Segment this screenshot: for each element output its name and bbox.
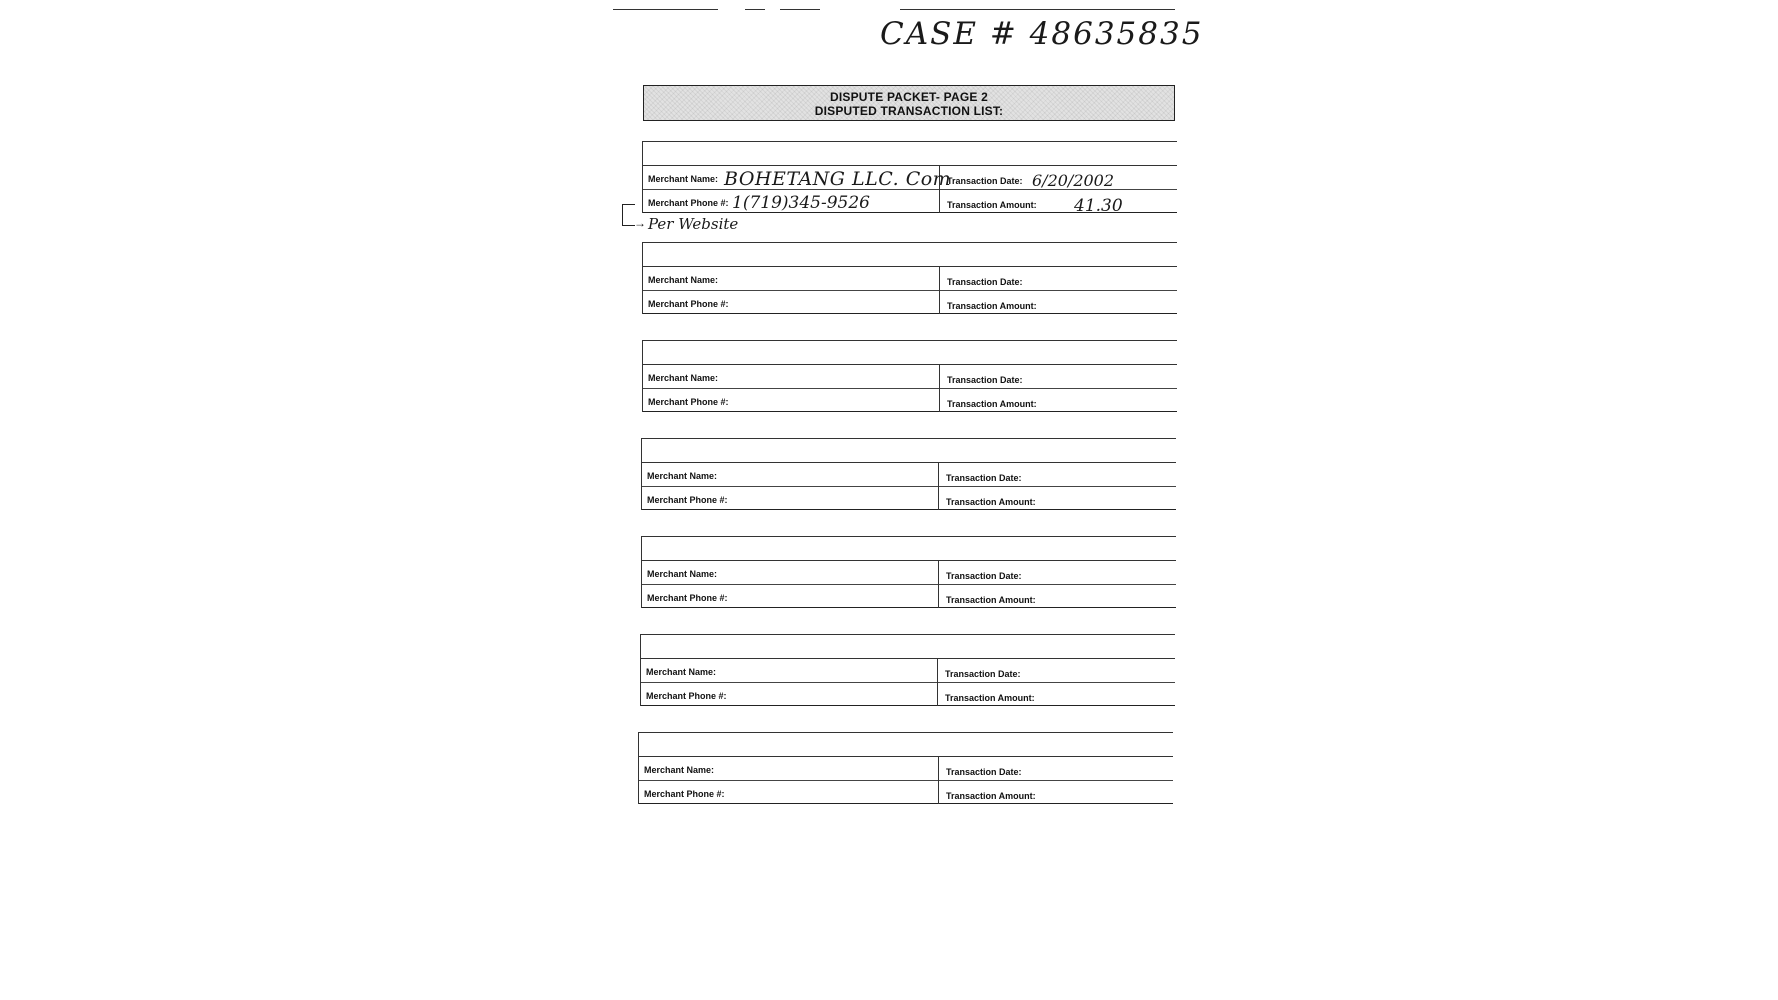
merchant-phone-label: Merchant Phone #: <box>648 397 729 407</box>
transaction-amount-value: 41.30 <box>1074 196 1123 216</box>
transaction-block-3 <box>642 340 1177 434</box>
top-edge-line <box>745 9 765 10</box>
merchant-phone-label: Merchant Phone #: <box>646 691 727 701</box>
handwritten-note: Per Website <box>648 215 739 233</box>
transaction-date-label: Transaction Date: <box>946 767 1022 777</box>
transaction-amount-label: Transaction Amount: <box>947 301 1037 311</box>
transaction-amount-label: Transaction Amount: <box>945 693 1035 703</box>
transaction-block-5 <box>641 536 1176 630</box>
transaction-block-2 <box>642 242 1177 336</box>
arrow-icon: → <box>634 216 646 230</box>
header-title: DISPUTE PACKET- PAGE 2 <box>830 90 988 104</box>
merchant-phone-label: Merchant Phone #: <box>648 198 729 208</box>
merchant-name-label: Merchant Name: <box>646 667 717 677</box>
merchant-name-label: Merchant Name: <box>647 569 718 579</box>
merchant-name-label: Merchant Name: <box>647 471 718 481</box>
merchant-phone-label: Merchant Phone #: <box>644 789 725 799</box>
merchant-phone-label: Merchant Phone #: <box>647 495 728 505</box>
header-subtitle: DISPUTED TRANSACTION LIST: <box>814 104 1004 118</box>
top-edge-line <box>613 9 718 10</box>
transaction-amount-label: Transaction Amount: <box>947 200 1037 210</box>
transaction-date-label: Transaction Date: <box>946 473 1022 483</box>
transaction-date-label: Transaction Date: <box>946 571 1022 581</box>
top-edge-line <box>900 9 1175 10</box>
merchant-phone-label: Merchant Phone #: <box>647 593 728 603</box>
transaction-date-label: Transaction Date: <box>947 375 1023 385</box>
merchant-phone-value: 1(719)345-9526 <box>732 193 870 213</box>
transaction-amount-label: Transaction Amount: <box>946 497 1036 507</box>
merchant-phone-label: Merchant Phone #: <box>648 299 729 309</box>
merchant-name-label: Merchant Name: <box>644 765 715 775</box>
transaction-block-7 <box>638 732 1173 826</box>
transaction-amount-label: Transaction Amount: <box>947 399 1037 409</box>
top-edge-line <box>780 9 820 10</box>
transaction-date-value: 6/20/2002 <box>1032 171 1115 190</box>
transaction-date-label: Transaction Date: <box>945 669 1021 679</box>
merchant-name-value: BOHETANG LLC. Com <box>724 168 952 190</box>
merchant-name-label: Merchant Name: <box>648 275 719 285</box>
transaction-date-label: Transaction Date: <box>947 277 1023 287</box>
transaction-amount-label: Transaction Amount: <box>946 595 1036 605</box>
transaction-date-label: Transaction Date: <box>947 176 1023 186</box>
case-number: CASE # 48635835 <box>880 16 1204 52</box>
merchant-name-label: Merchant Name: <box>648 373 719 383</box>
merchant-name-label: Merchant Name: <box>648 174 719 184</box>
transaction-block-6 <box>640 634 1175 728</box>
transaction-block-4 <box>641 438 1176 532</box>
transaction-amount-label: Transaction Amount: <box>946 791 1036 801</box>
dispute-packet-header <box>643 85 1175 121</box>
